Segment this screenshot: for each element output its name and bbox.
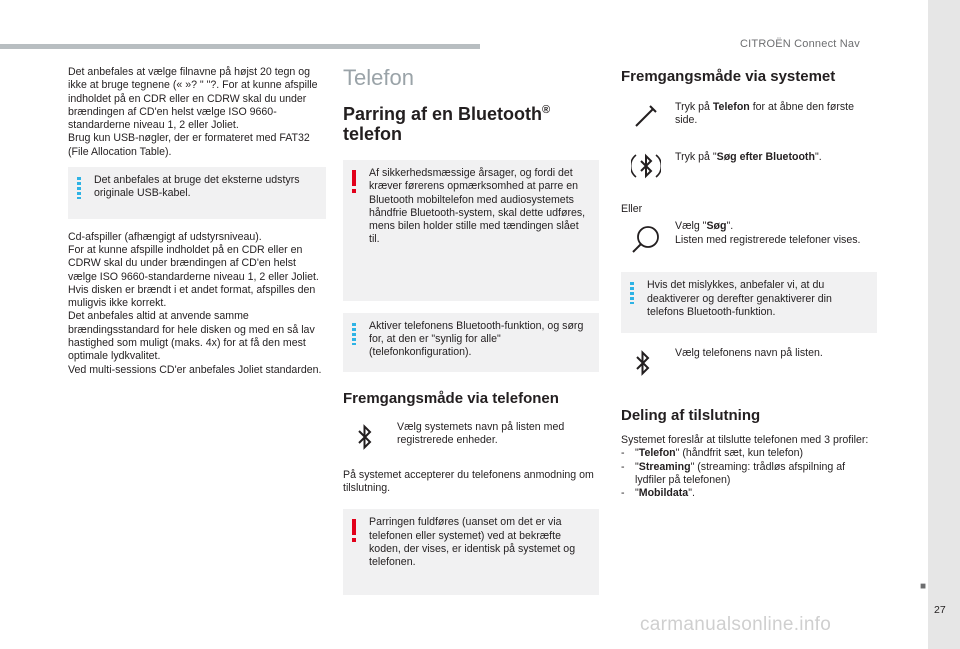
- paragraph: På systemet accepterer du telefonens anmodning om tilslutning.: [343, 468, 594, 494]
- bluetooth-icon: [633, 349, 653, 377]
- info-box: [68, 167, 326, 219]
- step-text: Vælg telefonens navn på listen.: [675, 347, 823, 360]
- step-text: Tryk på "Søg efter Bluetooth".: [675, 151, 822, 163]
- step-text: Vælg systemets navn på listen med registrerede enheder.: [397, 420, 565, 446]
- warning-text: Parringen fuldføres (uanset om det er via telefonen eller systemet) ved at bekræfte koden, der vises, er identisk på systemet og telefonen.: [369, 516, 576, 569]
- registered-mark: ®: [542, 104, 551, 116]
- warning-box: [343, 509, 599, 595]
- warning-icon: [352, 519, 356, 535]
- or-label: Eller: [621, 203, 643, 215]
- page-edge-strip: [928, 0, 960, 649]
- list-item: - "Mobildata".: [621, 487, 695, 500]
- warning-icon: [352, 170, 356, 186]
- info-box: [621, 272, 877, 333]
- info-icon: [77, 177, 81, 199]
- step-select-phone: [621, 345, 877, 385]
- info-text: Det anbefales at bruge det eksterne udstyrs originale USB-kabel.: [94, 174, 300, 200]
- subheading-sharing: Deling af tilslutning: [621, 407, 761, 425]
- step-text: Vælg "Søg". Listen med registrerede telefoner vises.: [675, 220, 861, 246]
- paragraph: For at kunne afspille indholdet på en CDR eller en CDRW skal du under brændingen af CD'en helst vælge ISO 9660-standarderne niveau 1, 2 eller Joliet.: [68, 243, 319, 283]
- subheading-via-phone: Fremgangsmåde via telefonen: [343, 389, 559, 407]
- paragraph: Brug kun USB-nøgler, der er formateret med FAT32 (File Allocation Table).: [68, 132, 310, 158]
- section-title: Telefon: [343, 65, 414, 90]
- paragraph: Det anbefales altid at anvende samme brændingsstandard for hele disken og med en så lav hastighed som muligt (maks. 4x) for at få den mest optimale lydkvalitet.: [68, 310, 315, 363]
- warning-text: Af sikkerhedsmæssige årsager, og fordi det kræver førerens opmærksomhed at parre en Bluetooth mobiltelefon med audiosystemets håndfrie Bluetooth-system, skal dette udføres, mens bilen holder stille med tændingen slået til.: [369, 167, 586, 246]
- pencil-icon: [633, 103, 659, 129]
- paragraph: Hvis disken er brændt i et andet format, afspilles den muligvis ikke korrekt.: [68, 283, 316, 310]
- info-text: Hvis det mislykkes, anbefaler vi, at du deaktiverer og derefter genaktiverer din telefons Bluetooth-funktion.: [647, 279, 832, 318]
- page-number: 27: [934, 604, 946, 616]
- info-text: Aktiver telefonens Bluetooth-funktion, og sørg for, at den er "synlig for alle" (telefonkonfiguration).: [369, 319, 584, 359]
- column-right: [621, 66, 877, 501]
- step-press-telefon: [621, 99, 877, 139]
- paragraph: Cd-afspiller (afhængigt af udstyrsniveau).: [68, 230, 262, 243]
- warning-box: [343, 160, 599, 301]
- column-left: [68, 66, 326, 377]
- paragraph: Det anbefales at vælge filnavne på højst 20 tegn og ikke at bruge tegnene (« »? " "?. For at kunne afspille indholdet på en CDR eller en CDRW skal du under brændingen af CD'en helst vælge ISO 9660-standarderne niveau 1, 2 eller Joliet.: [68, 66, 318, 132]
- step-search: [621, 218, 877, 258]
- paragraph: Ved multi-sessions CD'er anbefales Joliet standarden.: [68, 363, 322, 376]
- info-box: [343, 313, 599, 372]
- subheading-via-system: Fremgangsmåde via systemet: [621, 68, 836, 85]
- profile-list: [621, 447, 877, 500]
- paragraph: Systemet foreslår at tilslutte telefonen med 3 profiler:: [621, 434, 869, 447]
- continue-marker: ■: [920, 581, 927, 592]
- info-icon: [352, 323, 356, 345]
- step-select-system: [343, 419, 599, 459]
- list-item: - "Streaming" (streaming: trådløs afspilning af lydfiler på telefonen): [621, 460, 846, 487]
- step-search-bluetooth: [621, 149, 877, 189]
- heading-text: Parring af en Bluetooth: [343, 104, 543, 124]
- step-text: Tryk på Telefon for at åbne den første side.: [675, 101, 854, 127]
- watermark: carmanualsonline.info: [640, 614, 832, 635]
- bluetooth-circle-icon: [631, 149, 661, 183]
- header-bar: [0, 44, 480, 49]
- search-icon: [631, 224, 661, 258]
- heading-bluetooth-pairing: [343, 100, 599, 144]
- list-item: - "Telefon" (håndfrit sæt, kun telefon): [621, 447, 804, 460]
- header-title: CITROËN Connect Nav: [740, 38, 860, 50]
- bluetooth-icon: [355, 423, 375, 451]
- info-icon: [630, 282, 634, 304]
- column-middle: [343, 66, 599, 607]
- heading-text: telefon: [343, 124, 403, 144]
